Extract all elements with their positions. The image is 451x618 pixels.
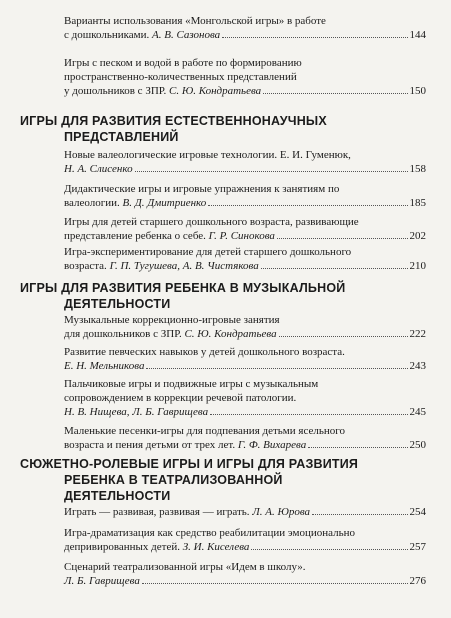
entry-author: Г. Ф. Вихарева bbox=[237, 439, 307, 451]
toc-entry bbox=[64, 345, 426, 373]
entry-author: Л. Б. Гаврищева bbox=[64, 575, 140, 587]
entry-author: Л. А. Юрова bbox=[252, 506, 311, 518]
entry-page-number: 245 bbox=[409, 406, 426, 418]
entry-title-tail: возраста и пения детьми от трех лет. bbox=[64, 439, 238, 451]
leader-dots bbox=[312, 514, 407, 515]
entry-title-line: Игры с песком и водой в работе по формированию bbox=[64, 57, 302, 69]
toc-entry bbox=[64, 148, 426, 176]
entry-page-number: 257 bbox=[409, 541, 426, 553]
entry-title-line: сопровождением в коррекции речевой патологии. bbox=[64, 392, 297, 404]
entry-page-number: 185 bbox=[409, 197, 426, 209]
entry-author: Е. Н. Мельникова bbox=[64, 360, 145, 372]
toc-entry bbox=[64, 526, 426, 554]
entry-page-number: 202 bbox=[409, 230, 426, 242]
section-heading-line: РЕБЕНКА В ТЕАТРАЛИЗОВАННОЙ bbox=[64, 473, 283, 487]
entry-title-tail: депривированных детей. bbox=[64, 541, 183, 553]
entry-title-line: Игра-экспериментирование для детей старшего дошкольного bbox=[64, 246, 352, 258]
leader-dots bbox=[135, 171, 408, 172]
entry-page-number: 150 bbox=[409, 85, 426, 97]
entry-author: Н. В. Нищева, Л. Б. Гаврищева bbox=[64, 406, 209, 418]
entry-page-number: 210 bbox=[409, 260, 426, 272]
section-heading bbox=[20, 113, 420, 145]
toc-entry bbox=[64, 377, 426, 419]
entry-title-tail: с дошкольниками. bbox=[64, 29, 153, 41]
entry-page-number: 250 bbox=[409, 439, 426, 451]
toc-entry bbox=[64, 56, 426, 98]
entry-title-line: Развитие певческих навыков у детей дошкольного возраста. bbox=[64, 346, 345, 358]
entry-title-line: Сценарий театрализованной игры «Идем в школу». bbox=[64, 561, 306, 573]
toc-entry bbox=[64, 14, 426, 42]
entry-title-line: Варианты использования «Монгольской игры» в работе bbox=[64, 15, 326, 27]
entry-page-number: 243 bbox=[409, 360, 426, 372]
entry-title-line: Музыкальные коррекционно-игровые занятия bbox=[64, 314, 280, 326]
toc-entry bbox=[64, 215, 426, 243]
leader-dots bbox=[263, 93, 407, 94]
leader-dots bbox=[222, 37, 407, 38]
entry-page-number: 144 bbox=[409, 29, 426, 41]
entry-author: Н. А. Слисенко bbox=[64, 163, 133, 175]
toc-entry bbox=[64, 245, 426, 273]
entry-author: С. Ю. Кондратьева bbox=[169, 85, 262, 97]
leader-dots bbox=[251, 549, 407, 550]
entry-page-number: 158 bbox=[409, 163, 426, 175]
entry-author: В. Д. Дмитриенко bbox=[122, 197, 207, 209]
leader-dots bbox=[208, 205, 407, 206]
toc-entry bbox=[64, 313, 426, 341]
leader-dots bbox=[210, 414, 407, 415]
section-heading-line: ДЕЯТЕЛЬНОСТИ bbox=[64, 489, 171, 503]
entry-title-line: Пальчиковые игры и подвижные игры с музыкальным bbox=[64, 378, 319, 390]
entry-title-tail: Играть — развивая, развивая — играть. bbox=[64, 506, 253, 518]
section-heading-line: ИГРЫ ДЛЯ РАЗВИТИЯ РЕБЕНКА В МУЗЫКАЛЬНОЙ bbox=[20, 281, 346, 295]
entry-title-tail: возраста. bbox=[64, 260, 110, 272]
entry-author: Г. Р. Синокова bbox=[208, 230, 275, 242]
section-heading-line: ИГРЫ ДЛЯ РАЗВИТИЯ ЕСТЕСТВЕННОНАУЧНЫХ bbox=[20, 114, 327, 128]
entry-title-line: Новые валеологические игровые технологии. Е. И. Гуменюк, bbox=[64, 149, 351, 161]
entry-title-line: пространственно-количественных представлений bbox=[64, 71, 297, 83]
entry-title-tail: валеологии. bbox=[64, 197, 123, 209]
entry-author: Г. П. Тугушева, А. В. Чистякова bbox=[109, 260, 259, 272]
section-heading-line: ПРЕДСТАВЛЕНИЙ bbox=[64, 130, 179, 144]
toc-entry bbox=[64, 424, 426, 452]
toc-entry bbox=[64, 560, 426, 588]
leader-dots bbox=[279, 336, 408, 337]
entry-title-line: Игра-драматизация как средство реабилитации эмоционально bbox=[64, 527, 356, 539]
section-heading-line: СЮЖЕТНО-РОЛЕВЫЕ ИГРЫ И ИГРЫ ДЛЯ РАЗВИТИЯ bbox=[20, 457, 359, 471]
leader-dots bbox=[308, 447, 407, 448]
entry-title-line: Маленькие песенки-игры для подпевания детьми ясельного bbox=[64, 425, 345, 437]
section-heading bbox=[20, 456, 420, 504]
entry-author: А. В. Сазонова bbox=[152, 29, 221, 41]
entry-title-line: Дидактические игры и игровые упражнения к занятиям по bbox=[64, 183, 340, 195]
entry-author: З. И. Киселева bbox=[182, 541, 250, 553]
section-heading bbox=[20, 280, 420, 312]
entry-author: С. Ю. Кондратьева bbox=[184, 328, 277, 340]
leader-dots bbox=[142, 583, 408, 584]
leader-dots bbox=[146, 368, 407, 369]
entry-title-tail: представление ребенка о себе. bbox=[64, 230, 209, 242]
leader-dots bbox=[261, 268, 408, 269]
entry-page-number: 222 bbox=[409, 328, 426, 340]
section-heading-line: ДЕЯТЕЛЬНОСТИ bbox=[64, 297, 171, 311]
toc-entry bbox=[64, 505, 426, 519]
entry-page-number: 276 bbox=[409, 575, 426, 587]
entry-page-number: 254 bbox=[409, 506, 426, 518]
entry-title-tail: у дошольников с ЗПР. bbox=[64, 85, 170, 97]
entry-title-tail: для дошкольников с ЗПР. bbox=[64, 328, 185, 340]
entry-title-line: Игры для детей старшего дошкольного возраста, развивающие bbox=[64, 216, 359, 228]
leader-dots bbox=[277, 238, 408, 239]
toc-entry bbox=[64, 182, 426, 210]
